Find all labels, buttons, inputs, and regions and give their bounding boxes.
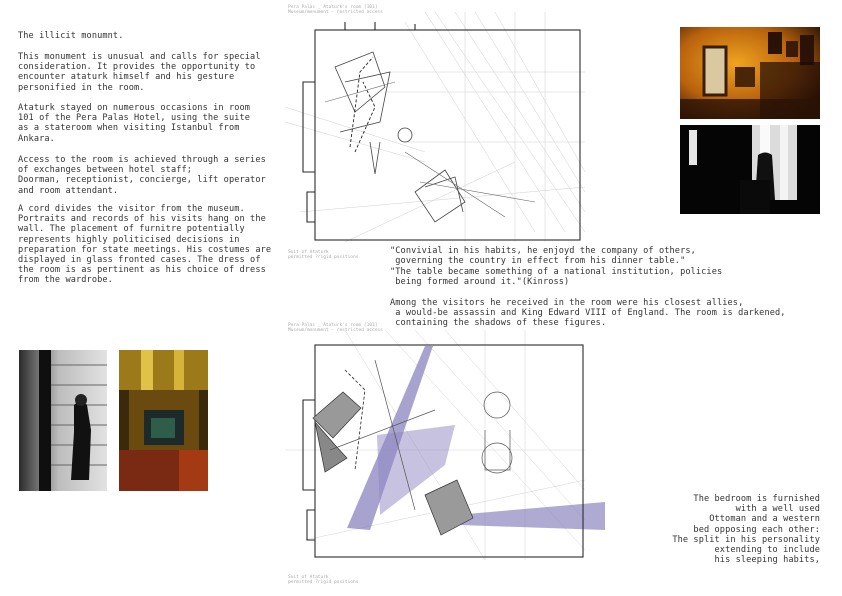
cord-paragraph: A cord divides the visitor from the museum. Portraits and records of his visits hang on the wall. The placement of furnitre potentially represents highly politicised decisions in preparation for state meetings. His costumes are displayed in glass fronted cases. The dress of the room is as pertinent as his choice of dress from the wardrobe. [18,204,272,286]
staircase-photo [119,350,208,491]
access-paragraph: Access to the room is achieved through a series of exchanges between hotel staff; Doorman, receptionist, concierge, lift operator and room attendant. [18,155,266,196]
stay-paragraph: Ataturk stayed on numerous occasions in room 101 of the Pera Palas Hotel, using the suite as a stateroom when visiting Istanbul from Ankara. [18,103,251,144]
intro-paragraph: This monument is unusual and calls for special consideration. It provides the opportunity to encounter ataturk himself and his gesture personified in the room. [18,52,261,93]
dark-window-silhouette-photo [680,125,820,214]
quote-dinner-table: "Convivial in his habits, he enjoyd the company of others, governing the country in effect from his dinner table." [390,246,696,267]
plan-footnote-top: Suit of Ataturk permitted ?rigid positions [288,250,359,260]
lift-operator-photo [19,350,107,491]
document-title: The illicit monumnt. [18,31,124,41]
visitors-paragraph: Among the visitors he received in the room were his closest allies, a would-be assassin and King Edward VIII of England. The room is darkened, containing the shadows of these figures. [390,298,786,329]
room-interior-photo [680,27,820,119]
plan-footnote-bottom: Suit of Ataturk permitted ?rigid positions [288,575,359,585]
plan-title-top: Pera Palas _ Ataturk's room [101] Museum/monument - restricted access [288,5,383,15]
plan-title-bottom: Pera Palas _ Ataturk's room [101] Museum/monument - restricted access [288,323,383,333]
bedroom-paragraph: The bedroom is furnished with a well used Ottoman and a western bed opposing each other: The split in his personality extending to include his sleeping habits, [672,494,820,566]
floor-plan-top [285,12,595,257]
floor-plan-bottom [285,330,610,580]
quote-kinross: "The table became something of a national institution, policies being formed around it."(Kinross) [390,267,723,288]
